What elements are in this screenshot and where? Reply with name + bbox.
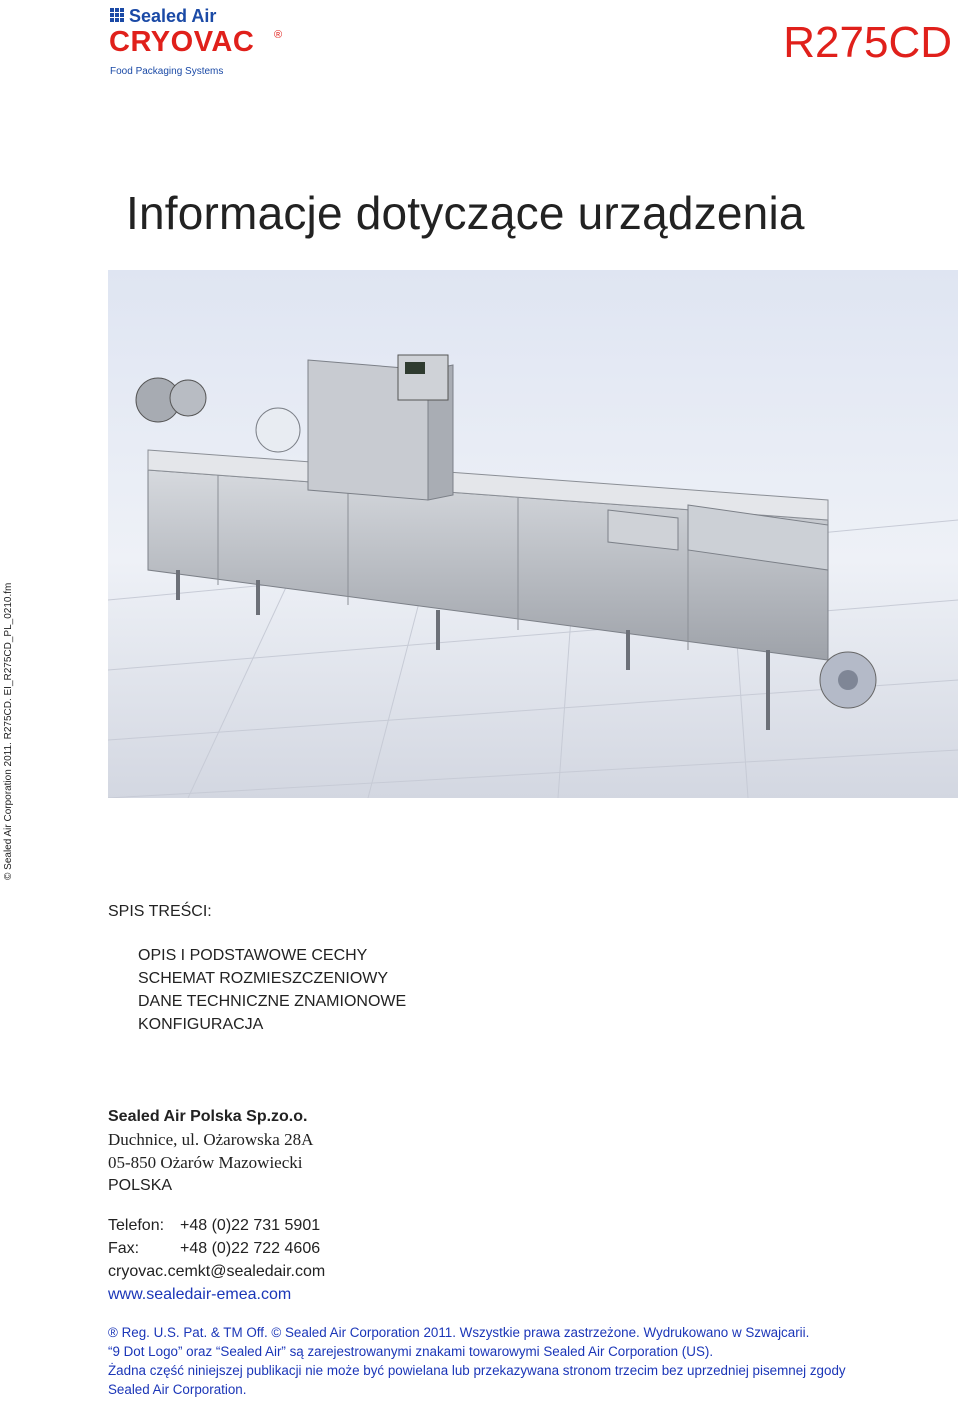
phone-number: +48 (0)22 731 5901 [180,1217,321,1234]
logo-brand-main: CRYOVAC [109,26,255,58]
address-city: 05-850 Ożarów Mazowiecki [108,1153,303,1172]
fax-label: Fax: [108,1240,140,1257]
phone-row [108,1214,325,1237]
contact-details [108,1214,325,1306]
toc-item: DANE TECHNICZNE ZNAMIONOWE [138,993,407,1010]
machine-photo [108,270,958,798]
company-name: Sealed Air Polska Sp.zo.o. [108,1108,308,1125]
legal-notice [108,1323,948,1399]
email-link[interactable]: cryovac.cemkt@sealedair.com [108,1263,326,1280]
legal-line: ® Reg. U.S. Pat. & TM Off. © Sealed Air Corporation 2011. Wszystkie prawa zastrzeżone. Wydrukowano w Szwajcarii. [108,1325,810,1340]
company-address [108,1105,313,1197]
logo-registered-mark: ® [274,29,283,41]
toc-item: SCHEMAT ROZMIESZCZENIOWY [138,970,389,987]
logo-tagline: Food Packaging Systems [110,66,224,77]
toc-item: KONFIGURACJA [138,1016,264,1033]
legal-line: Żadna część niniejszej publikacji nie może być powielana lub przekazywana stronom trzecim bez uprzedniej pisemnej zgody [108,1363,846,1378]
product-code: R275CD [783,18,952,67]
fax-row [108,1237,325,1260]
address-country: POLSKA [108,1177,173,1194]
sealed-air-cryovac-logo [108,4,286,80]
website-link[interactable]: www.sealedair-emea.com [108,1286,292,1303]
copyright-side-note: © Sealed Air Corporation 2011. R275CD. EI_R275CD_PL_0210.fm [3,582,14,880]
toc-title: SPIS TREŚCI: [108,903,212,920]
legal-line: “9 Dot Logo” oraz “Sealed Air” są zarejestrowanymi znakami towarowymi Sealed Air Corporation (US). [108,1344,714,1359]
fax-number: +48 (0)22 722 4606 [180,1240,321,1257]
toc-list [108,944,406,1036]
document-title: Informacje dotyczące urządzenia [126,187,805,239]
logo-brand-top: Sealed Air [129,6,217,26]
toc-item: OPIS I PODSTAWOWE CECHY [138,947,368,964]
table-of-contents [108,903,406,1036]
phone-label: Telefon: [108,1217,165,1234]
legal-line: Sealed Air Corporation. [108,1382,247,1397]
nine-dot-logo-icon [110,8,124,22]
address-street: Duchnice, ul. Ożarowska 28A [108,1130,314,1149]
